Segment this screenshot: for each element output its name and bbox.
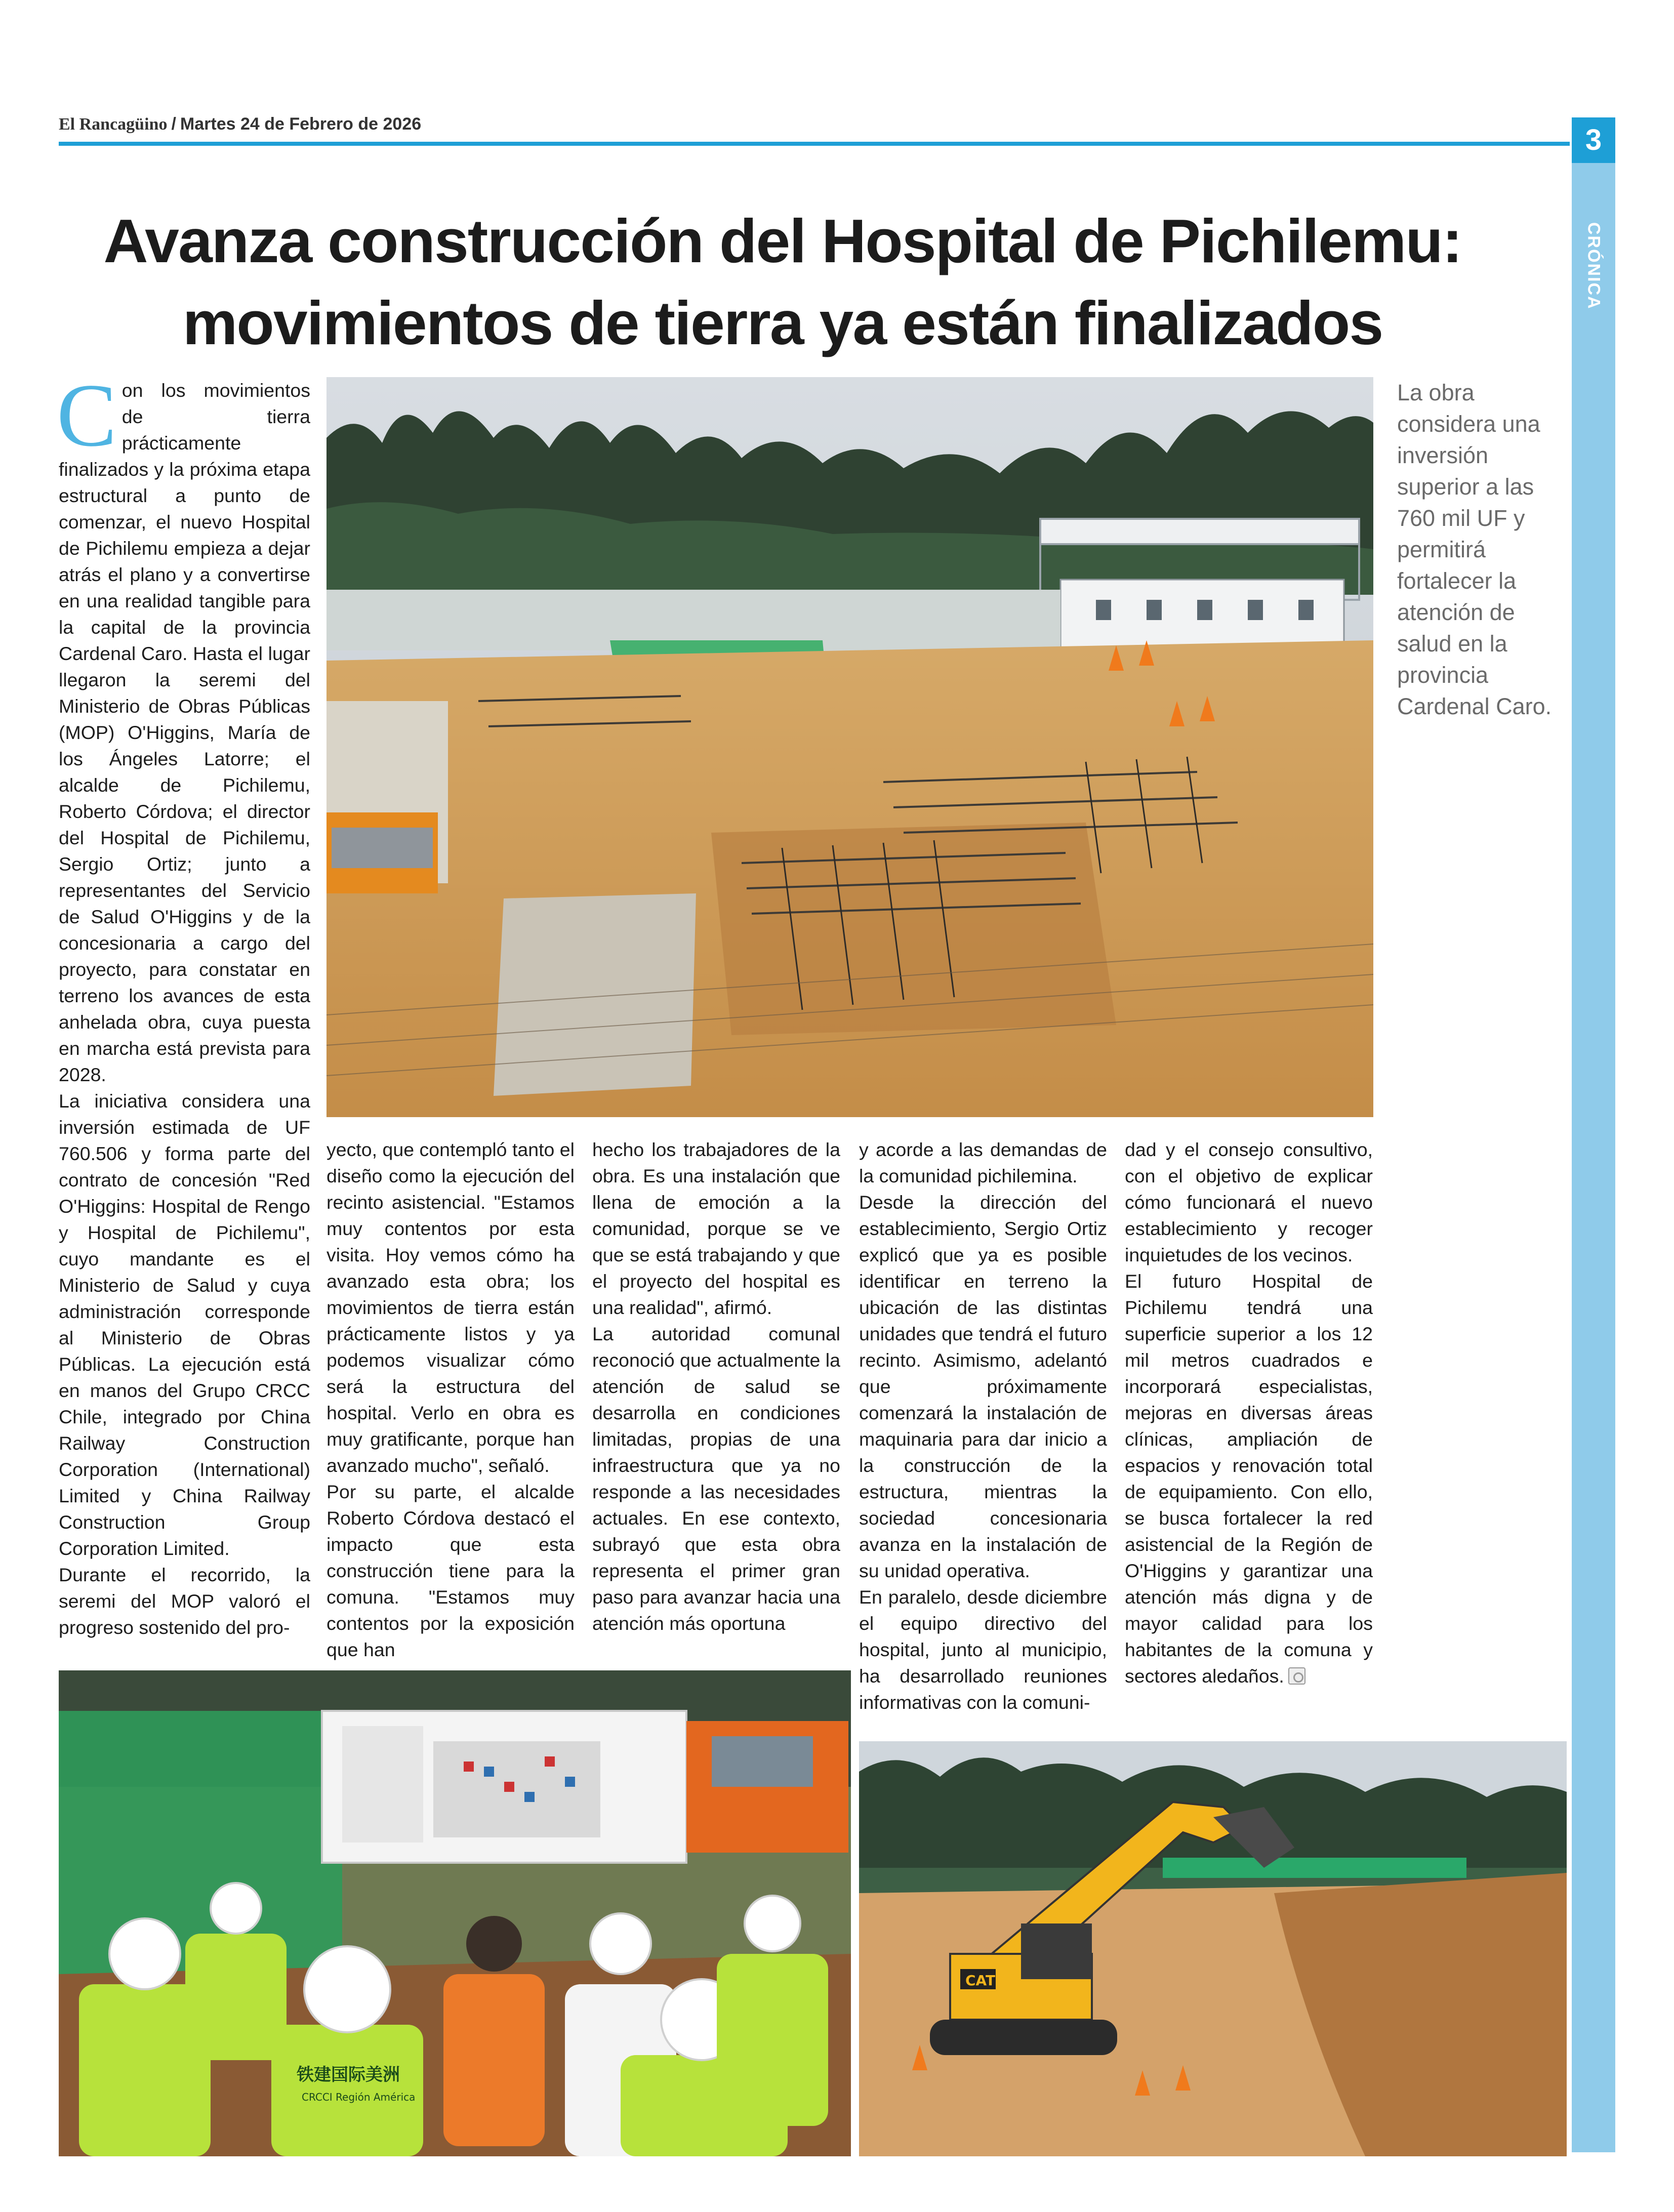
paragraph: Durante el recorrido, la seremi del MOP valoró el progreso sostenido del pro-	[59, 1564, 310, 1638]
intro-text: on los movimientos de tierra prácticamente finalizados y la próxima etapa estructural a punto de comenzar, el nuevo Hospital de Pichilemu empieza a dejar atrás el plano y a convertirse en una realidad tangible para la capital de la provincia Cardenal Caro. Hasta el lugar llegaron la seremi del Ministerio de Obras Públicas (MOP) O'Higgins, María de los Ángeles Latorre; el alcalde de Pichilemu, Roberto Córdova; el director del Hospital de Pichilemu, Sergio Ortiz; junto a representantes del Servicio de Salud O'Higgins y de la concesionaria a cargo del proyecto, para constatar en terreno los avances de esta anhelada obra, cuya puesta en marcha está prevista para 2028.	[59, 380, 310, 1085]
column-4	[859, 1136, 1107, 1715]
end-of-article-icon	[1288, 1667, 1305, 1685]
excavator-photo	[859, 1741, 1567, 2156]
paragraph: dad y el consejo consultivo, con el objetivo de explicar cómo funcionará el nuevo establecimiento y recoger inquietudes de los vecinos.	[1125, 1139, 1373, 1265]
excavator-brand: CAT	[965, 1972, 996, 1989]
paragraph: La iniciativa considera una inversión estimada de UF 760.506 y forma parte del contrato de concesión "Red O'Higgins: Hospital de Rengo y Hospital de Pichilemu", cuyo mandante es el Ministerio de Salud y cuya administración corresponde al Ministerio de Obras Públicas. La ejecución está en manos del Grupo CRCC Chile, integrado por China Railway Construction Corporation (International) Limited y China Railway Construction Group Corporation Limited.	[59, 1090, 310, 1559]
closing-text: El futuro Hospital de Pichilemu tendrá una superficie superior a los 12 mil metros cuadrados e incorporará especialistas, mejoras en diversas áreas clínicas, ampliación de espacios y renovación total de equipamiento. Con ello, se busca fortalecer la red asistencial de la Región de O'Higgins y garantizar una atención más digna y de mayor calidad para los habitantes de la comuna y sectores aledaños.	[1125, 1271, 1373, 1687]
site-visit-photo	[59, 1670, 851, 2156]
paragraph: yecto, que contempló tanto el diseño como la ejecución del recinto asistencial. "Estamos muy contentos por esta visita. Hoy vemos cómo ha avanzado esta obra; los movimientos de tierra están prácticamente listos y ya podemos visualizar cómo será la estructura del hospital. Verlo en obra es muy gratificante, porque han avanzado mucho", señaló.	[326, 1139, 575, 1476]
page-number: 3	[1572, 117, 1615, 163]
site-visit-illustration	[59, 1670, 851, 2156]
article-intro	[57, 365, 310, 1088]
publication-name: El Rancagüino	[59, 115, 168, 134]
column-3	[592, 1136, 840, 1636]
vest-subtext: CRCCI Región América	[302, 2091, 416, 2103]
construction-site-illustration	[326, 377, 1373, 1117]
column-2	[326, 1136, 575, 1663]
pull-quote: La obra considera una inversión superior a las 760 mil UF y permitirá fortalecer la atención de salud en la provincia Cardenal Caro.	[1397, 380, 1552, 719]
headline	[59, 200, 1506, 364]
vest-text: 铁建国际美洲	[297, 2065, 400, 2085]
paragraph: En paralelo, desde diciembre el equipo directivo del hospital, junto al municipio, ha desarrollado reuniones informativas con la comuni-	[859, 1586, 1107, 1713]
section-sidebar	[1572, 117, 1615, 2152]
paragraph: Por su parte, el alcalde Roberto Córdova destacó el impacto que esta construcción tiene para la comuna. "Estamos muy contentos por la exposición que han	[326, 1481, 575, 1660]
headline-line-1: Avanza construcción del Hospital de Pichilemu:	[103, 207, 1462, 275]
excavator-illustration	[859, 1741, 1567, 2156]
masthead	[59, 114, 421, 134]
dropcap: C	[57, 365, 117, 465]
paragraph: Desde la dirección del establecimiento, Sergio Ortiz explicó que ya es posible identificar en terreno la ubicación de las distintas unidades que tendrá el futuro recinto. Asimismo, adelantó que próximamente comenzará la instalación de maquinaria para dar inicio a la construcción de la estructura, mientras la sociedad concesionaria avanza en la instalación de su unidad operativa.	[859, 1192, 1107, 1581]
column-5	[1125, 1136, 1373, 1689]
masthead-separator: /	[171, 114, 176, 134]
construction-site-photo	[326, 377, 1373, 1117]
paragraph: La autoridad comunal reconoció que actualmente la atención de salud se desarrolla en condiciones limitadas, propias de una infraestructura que ya no responde a las necesidades actuales. En ese contexto, subrayó que esta obra representa el primer gran paso para avanzar hacia una atención más oportuna	[592, 1323, 840, 1634]
paragraph: hecho los trabajadores de la obra. Es una instalación que llena de emoción a la comunidad, porque se ve que se está trabajando y que el proyecto del hospital es una realidad", afirmó.	[592, 1139, 840, 1318]
column-1	[57, 365, 310, 1641]
headline-line-2: movimientos de tierra ya están finalizados	[182, 289, 1383, 357]
section-label: CRÓNICA	[1584, 222, 1604, 310]
header-rule	[59, 142, 1570, 146]
paragraph	[1125, 1268, 1373, 1689]
paragraph: y acorde a las demandas de la comunidad pichilemina.	[859, 1139, 1107, 1186]
issue-date: Martes 24 de Febrero de 2026	[180, 114, 422, 134]
